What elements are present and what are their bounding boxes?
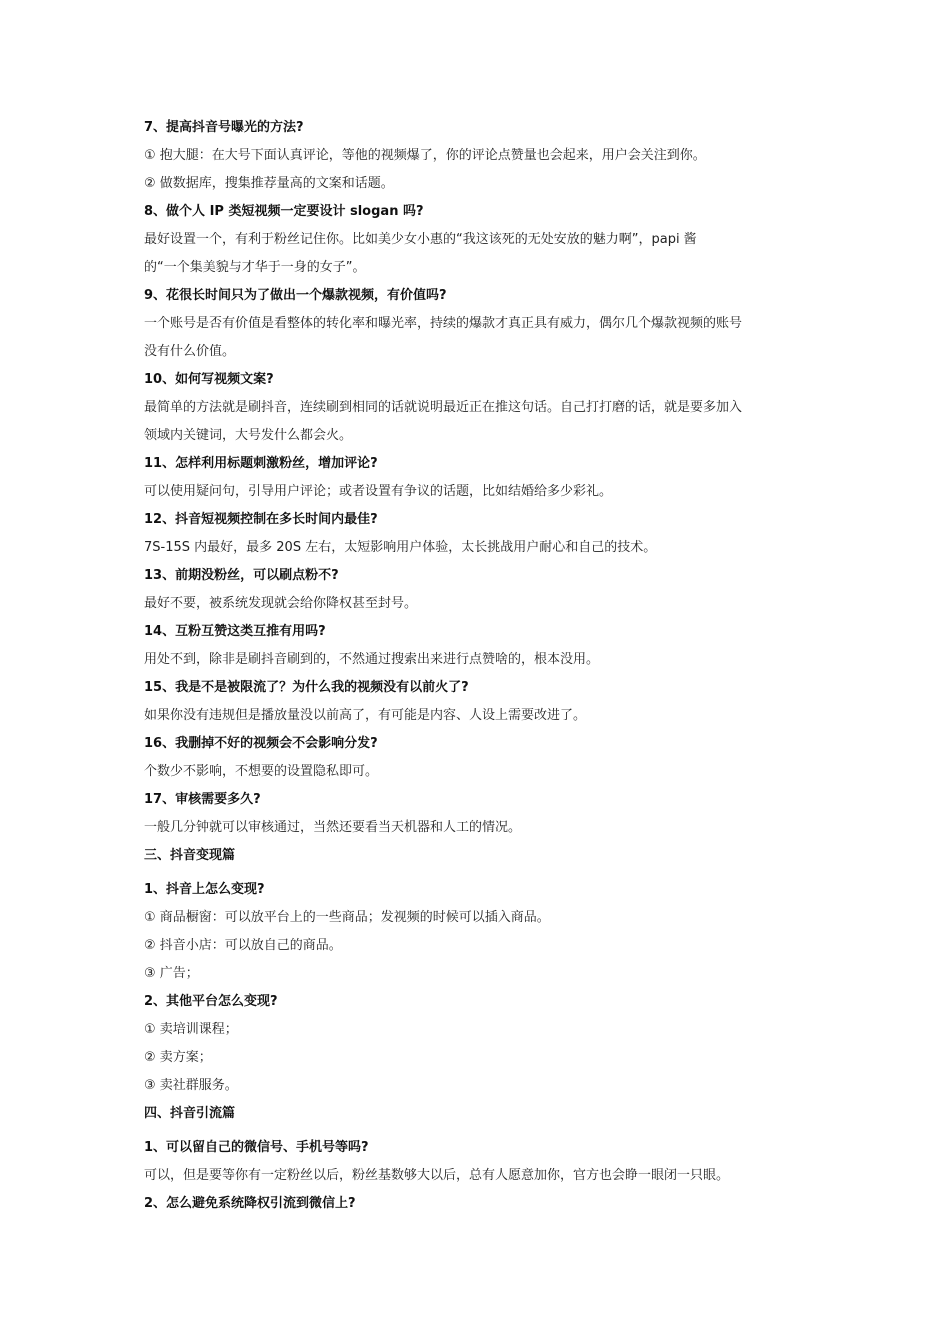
- paragraph-line: ③ 卖社群服务。: [144, 1078, 238, 1093]
- paragraph-line: ① 卖培训课程；: [144, 1022, 238, 1037]
- heading-line: 四、抖音引流篇: [144, 1106, 236, 1121]
- heading-line: 13、前期没粉丝，可以刷点粉不?: [144, 568, 339, 583]
- heading-line: 11、怎样利用标题刺激粉丝，增加评论?: [144, 456, 378, 471]
- heading-line: 1、抖音上怎么变现?: [144, 882, 265, 897]
- heading-line: 8、做个人 IP 类短视频一定要设计 slogan 吗?: [144, 204, 424, 219]
- heading-line: 15、我是不是被限流了？为什么我的视频没有以前火了?: [144, 680, 469, 695]
- paragraph-line: ② 抖音小店：可以放自己的商品。: [144, 938, 342, 953]
- heading-line: 9、花很长时间只为了做出一个爆款视频，有价值吗?: [144, 288, 447, 303]
- heading-line: 17、审核需要多久?: [144, 792, 261, 807]
- document-body: [144, 114, 814, 1218]
- paragraph-line: 一般几分钟就可以审核通过，当然还要看当天机器和人工的情况。: [144, 820, 522, 835]
- paragraph-line: ③ 广告；: [144, 966, 199, 981]
- heading-line: 1、可以留自己的微信号、手机号等吗?: [144, 1140, 369, 1155]
- paragraph-line: 最好不要，被系统发现就会给你降权甚至封号。: [144, 596, 418, 611]
- heading-line: 2、怎么避免系统降权引流到微信上?: [144, 1196, 356, 1211]
- paragraph-line: 如果你没有违规但是播放量没以前高了，有可能是内容、人设上需要改进了。: [144, 708, 587, 723]
- paragraph-line: 可以，但是要等你有一定粉丝以后，粉丝基数够大以后，总有人愿意加你，官方也会睁一眼闭一只眼。: [144, 1168, 730, 1183]
- paragraph-line: 最好设置一个，有利于粉丝记住你。比如美少女小惠的“我这该死的无处安放的魅力啊”，papi 酱: [144, 232, 697, 247]
- paragraph-line: ② 卖方案；: [144, 1050, 212, 1065]
- heading-line: 7、提高抖音号曝光的方法?: [144, 120, 304, 135]
- paragraph-line: ① 商品橱窗：可以放平台上的一些商品；发视频的时候可以插入商品。: [144, 910, 550, 925]
- paragraph-line: 个数少不影响，不想要的设置隐私即可。: [144, 764, 379, 779]
- paragraph-line: 用处不到，除非是刷抖音刷到的，不然通过搜索出来进行点赞啥的，根本没用。: [144, 652, 600, 667]
- paragraph-line: 没有什么价值。: [144, 344, 236, 359]
- heading-line: 三、抖音变现篇: [144, 848, 236, 863]
- heading-line: 12、抖音短视频控制在多长时间内最佳?: [144, 512, 378, 527]
- paragraph-line: 可以使用疑问句，引导用户评论；或者设置有争议的话题，比如结婚给多少彩礼。: [144, 484, 613, 499]
- paragraph-line: ② 做数据库，搜集推荐量高的文案和话题。: [144, 176, 394, 191]
- paragraph-line: 最简单的方法就是刷抖音，连续刷到相同的话就说明最近正在推这句话。自己打打磨的话，就是要多加入: [144, 400, 743, 415]
- paragraph-line: 的“一个集美貌与才华于一身的女子”。: [144, 260, 366, 275]
- heading-line: 2、其他平台怎么变现?: [144, 994, 278, 1009]
- heading-line: 10、如何写视频文案?: [144, 372, 274, 387]
- paragraph-line: 一个账号是否有价值是看整体的转化率和曝光率，持续的爆款才真正具有威力，偶尔几个爆款视频的账号: [144, 316, 743, 331]
- heading-line: 14、互粉互赞这类互推有用吗?: [144, 624, 326, 639]
- paragraph-line: ① 抱大腿：在大号下面认真评论，等他的视频爆了，你的评论点赞量也会起来，用户会关注到你。: [144, 148, 706, 163]
- paragraph-line: 7S-15S 内最好，最多 20S 左右，太短影响用户体验，太长挑战用户耐心和自己的技术。: [144, 540, 657, 555]
- heading-line: 16、我删掉不好的视频会不会影响分发?: [144, 736, 378, 751]
- paragraph-line: 领域内关键词，大号发什么都会火。: [144, 428, 353, 443]
